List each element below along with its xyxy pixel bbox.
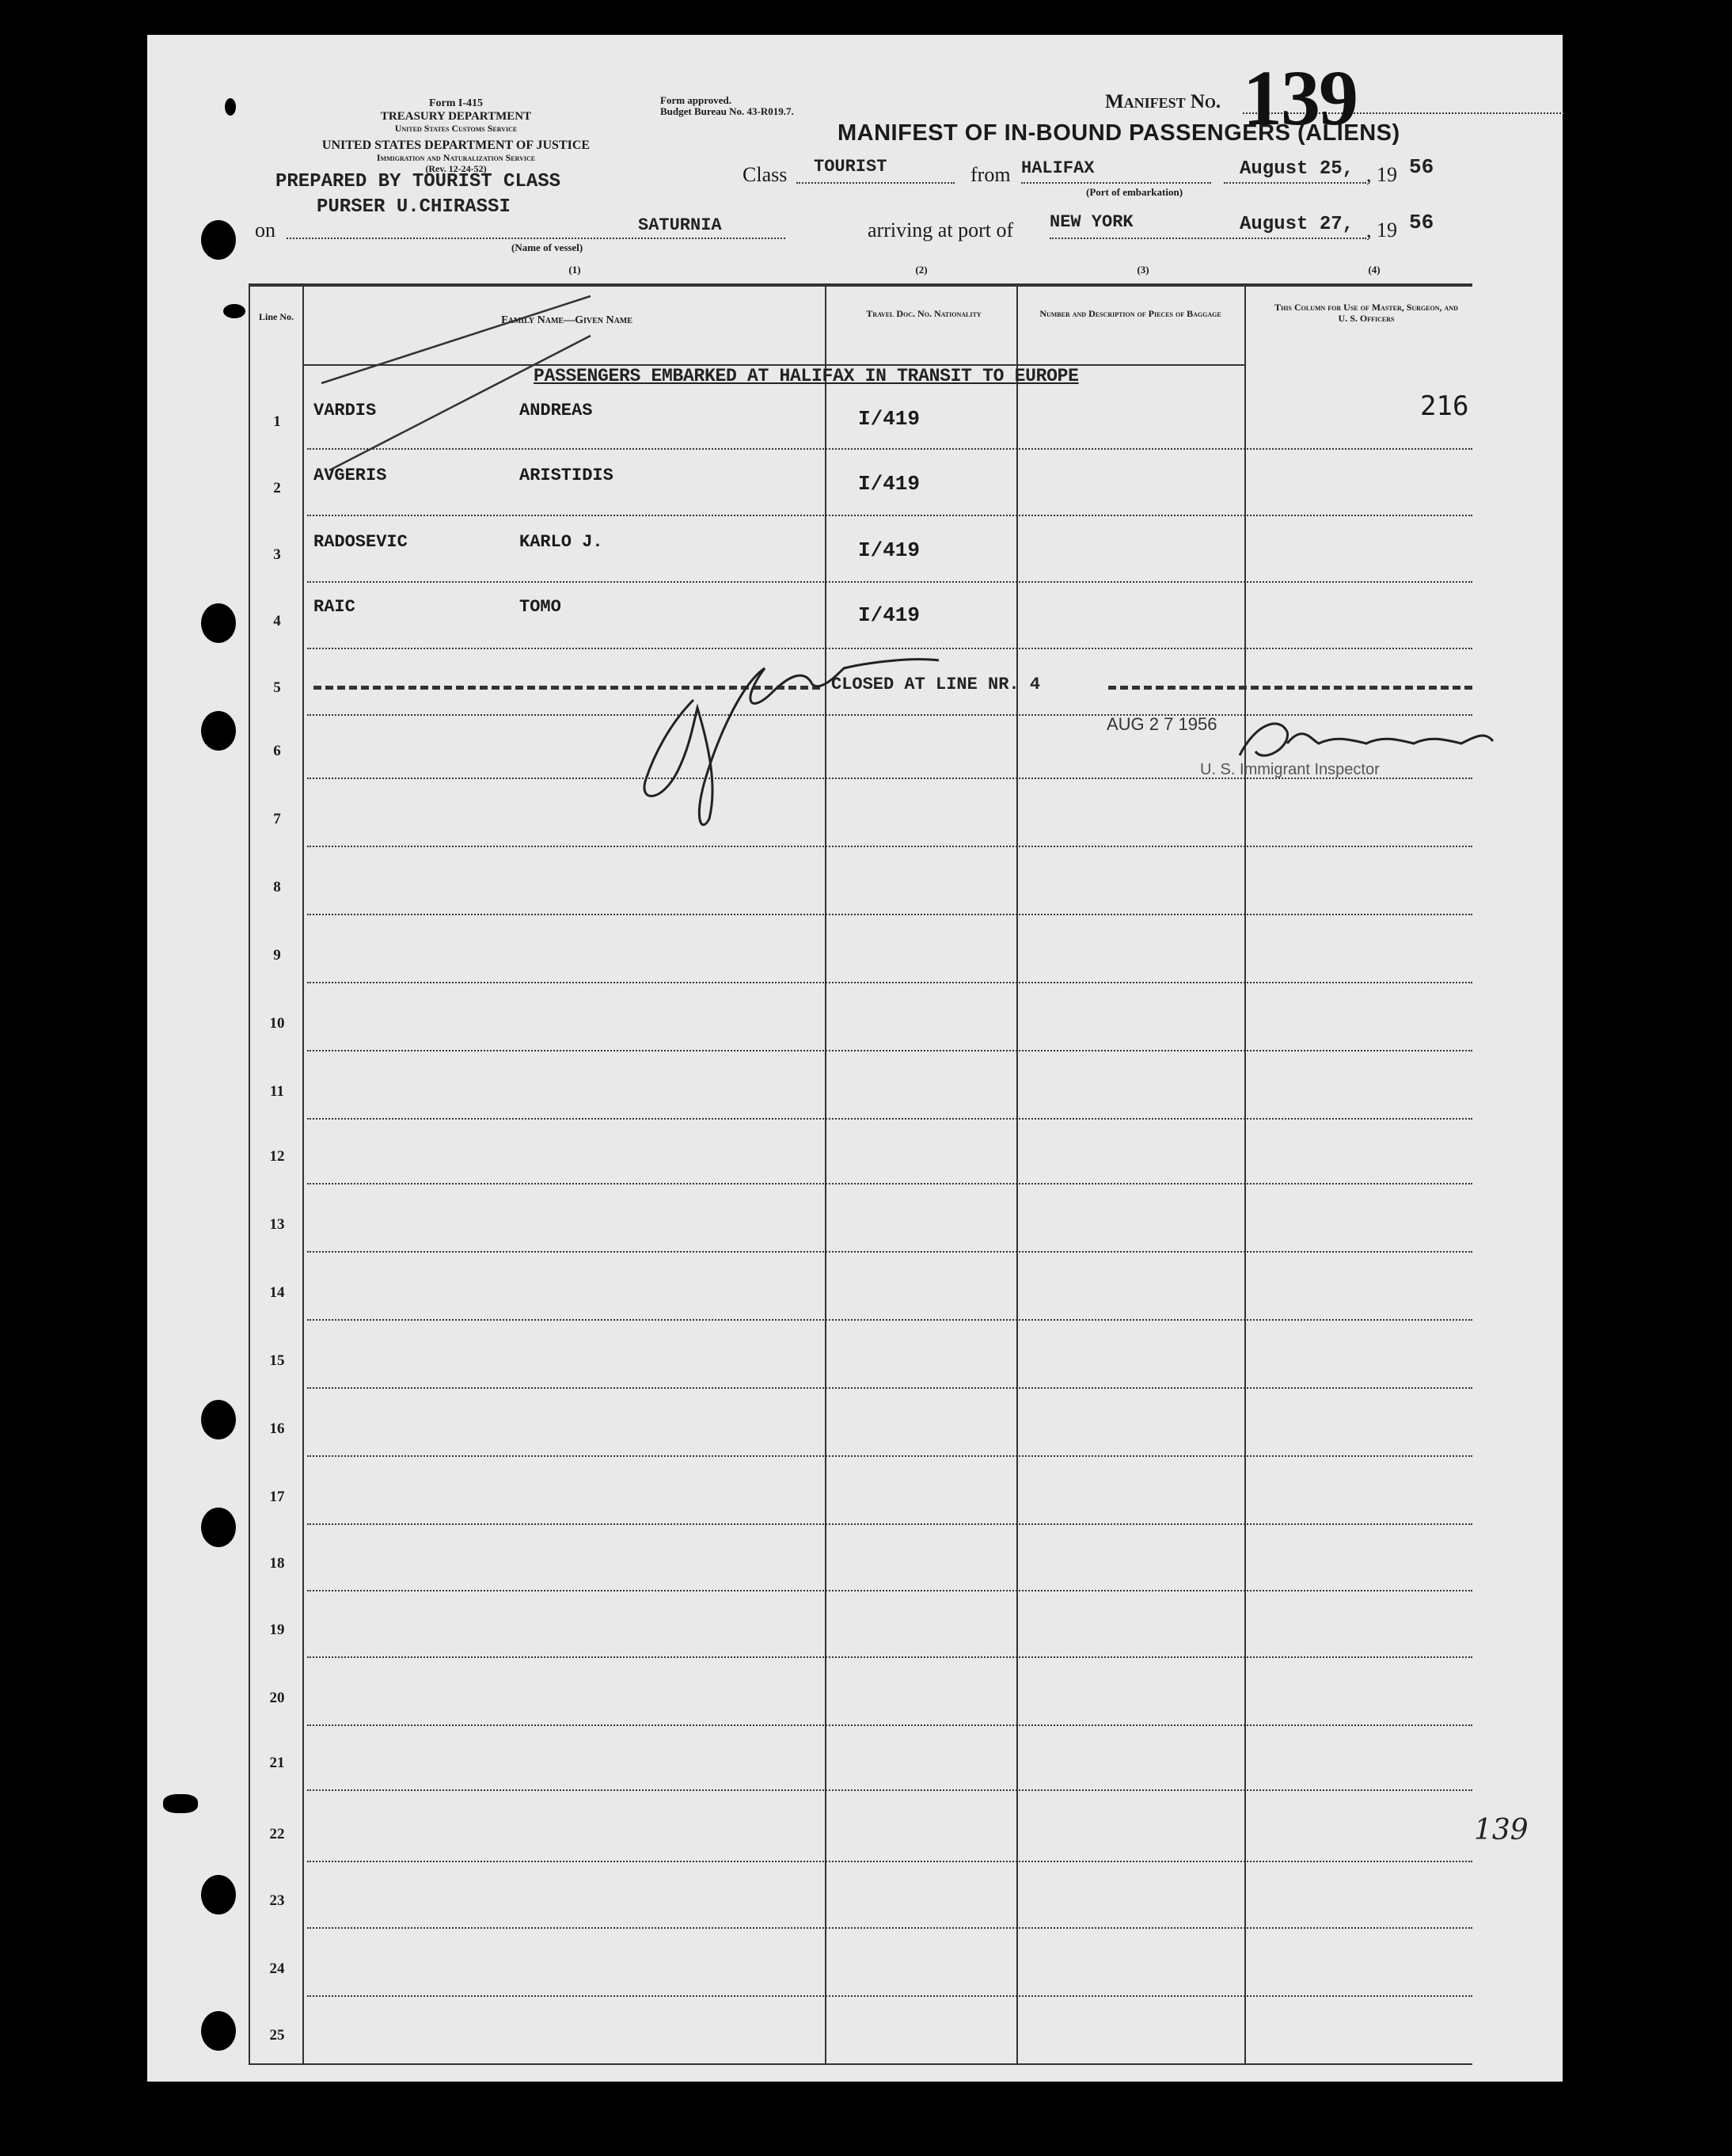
line-number: 24 <box>269 1960 285 1977</box>
line-number: 22 <box>269 1826 285 1842</box>
arriving-port: NEW YORK <box>1050 212 1134 232</box>
col-divider-name <box>825 287 826 2063</box>
row-rule <box>307 1455 1472 1457</box>
row-rule <box>307 1319 1472 1321</box>
class-line <box>796 182 955 184</box>
prepared-by-line1: PREPARED BY TOURIST CLASS <box>275 171 561 192</box>
passenger-family-name: VARDIS <box>313 401 377 420</box>
line-number: 9 <box>273 947 281 964</box>
header-officers: This Column for Use of Master, Surgeon, and U. S. Officers <box>1274 302 1458 324</box>
inspector-label: U. S. Immigrant Inspector <box>1200 761 1380 778</box>
header-line-no: Line No. <box>258 311 294 322</box>
line-number: 25 <box>269 2027 285 2044</box>
line-number: 7 <box>273 811 281 827</box>
row-rule <box>307 1724 1472 1726</box>
passenger-travel-doc: I/419 <box>858 603 921 627</box>
table-bottom-border <box>249 2063 1472 2065</box>
budget-bureau: Budget Bureau No. 43-R019.7. <box>660 105 794 117</box>
class-label: Class <box>743 163 788 186</box>
from-line <box>1021 182 1211 184</box>
header-baggage: Number and Description of Pieces of Baggage <box>1039 308 1221 319</box>
passenger-family-name: RAIC <box>313 597 355 617</box>
line-number: 12 <box>269 1148 285 1165</box>
passenger-family-name: AVGERIS <box>313 466 387 485</box>
passenger-travel-doc: I/419 <box>858 472 921 496</box>
line-number: 20 <box>269 1690 285 1706</box>
year2-value: 56 <box>1409 211 1434 234</box>
header-travel: Travel Doc. No. Nationality <box>866 308 982 319</box>
col-number-1: (1) <box>568 264 581 276</box>
punch-hole <box>201 711 236 751</box>
line-number: 18 <box>269 1555 285 1572</box>
row-rule <box>307 1523 1472 1525</box>
row-rule <box>307 1050 1472 1051</box>
year2-prefix: , 19 <box>1366 219 1397 241</box>
justice-dept: UNITED STATES DEPARTMENT OF JUSTICE <box>321 139 591 152</box>
table-left-border <box>249 283 250 2063</box>
line-number: 19 <box>269 1622 285 1638</box>
line-number: 4 <box>273 613 281 629</box>
line-number: 2 <box>273 480 281 496</box>
line-number: 13 <box>269 1216 285 1233</box>
from-date: August 25, <box>1240 158 1354 180</box>
prepared-by-line2: PURSER U.CHIRASSI <box>317 196 511 218</box>
closing-dashes-right <box>1108 686 1472 690</box>
from-label: from <box>970 163 1011 186</box>
passenger-travel-doc: I/419 <box>858 538 921 562</box>
vessel-note: (Name of vessel) <box>511 241 583 253</box>
line-number: 11 <box>270 1083 284 1100</box>
col-divider-baggage <box>1244 287 1246 2063</box>
line-number: 1 <box>273 413 281 430</box>
year1-value: 56 <box>1409 155 1434 179</box>
row-rule <box>307 1590 1472 1591</box>
col-divider-travel <box>1016 287 1018 2063</box>
officer-signature <box>559 621 970 842</box>
row-rule <box>307 1861 1472 1862</box>
margin-note: 139 <box>1474 1814 1529 1846</box>
passenger-family-name: RADOSEVIC <box>313 532 408 552</box>
passenger-given-name: ANDREAS <box>519 401 593 420</box>
col-divider-line <box>302 287 304 2063</box>
line-number: 3 <box>273 546 281 563</box>
line-number: 8 <box>273 879 281 895</box>
header-name: Family Name—Given Name <box>501 314 632 326</box>
on-label: on <box>255 219 275 241</box>
punch-hole <box>201 2011 236 2051</box>
officer-count: 216 <box>1420 390 1469 422</box>
row-rule <box>307 1251 1472 1253</box>
line-number: 23 <box>269 1892 285 1909</box>
punch-hole <box>201 1508 236 1547</box>
row-rule <box>307 1995 1472 1997</box>
ink-blot <box>223 304 245 318</box>
slash-marks <box>306 288 622 478</box>
year1-prefix: , 19 <box>1366 163 1397 186</box>
ink-blot <box>225 98 236 116</box>
arriving-label: arriving at port of <box>868 219 1014 241</box>
customs-service: United States Customs Service <box>394 123 518 134</box>
from-port: HALIFAX <box>1021 158 1095 178</box>
punch-hole <box>201 1400 236 1439</box>
vessel-line <box>287 238 785 239</box>
arriving-line <box>1050 238 1366 239</box>
row-rule <box>307 581 1472 583</box>
passenger-travel-doc: I/419 <box>858 407 921 431</box>
line-number: 17 <box>269 1489 285 1505</box>
class-value: TOURIST <box>814 157 887 177</box>
arriving-date: August 27, <box>1240 214 1354 235</box>
row-rule <box>307 1789 1472 1791</box>
row-rule <box>307 515 1472 516</box>
from-date-line <box>1224 182 1366 184</box>
punch-hole <box>201 603 236 643</box>
col-number-4: (4) <box>1368 264 1381 276</box>
manifest-page <box>147 35 1563 2082</box>
row-rule <box>307 1656 1472 1658</box>
ink-blot <box>163 1794 198 1813</box>
passenger-given-name: TOMO <box>519 597 561 617</box>
line-number: 21 <box>269 1755 285 1771</box>
col-number-3: (3) <box>1137 264 1149 276</box>
passenger-given-name: ARISTIDIS <box>519 466 613 485</box>
closed-at-line: CLOSED AT LINE NR. 4 <box>831 675 1041 694</box>
row-rule <box>307 1387 1472 1389</box>
vessel-name: SATURNIA <box>638 215 722 235</box>
revision: (Rev. 12-24-52) <box>425 163 487 174</box>
inspection-date-stamp: AUG 2 7 1956 <box>1107 714 1217 734</box>
row-rule <box>307 846 1472 847</box>
line-number: 15 <box>269 1352 285 1369</box>
row-rule <box>307 1183 1472 1184</box>
col-number-2: (2) <box>915 264 928 276</box>
manifest-no-label: Manifest No. <box>1105 91 1221 112</box>
ins-service: Immigration and Naturalization Service <box>376 152 536 163</box>
manifest-title: MANIFEST OF IN-BOUND PASSENGERS (ALIENS) <box>838 120 1400 146</box>
line-number: 16 <box>269 1420 285 1437</box>
table-top-border <box>249 283 1472 287</box>
punch-hole <box>201 220 236 260</box>
form-number: Form I-415 <box>428 97 484 109</box>
passenger-given-name: KARLO J. <box>519 532 603 552</box>
inspector-signature <box>1232 708 1596 771</box>
port-embarkation-note: (Port of embarkation) <box>1086 186 1183 198</box>
form-approved: Form approved. <box>660 94 732 106</box>
punch-hole <box>201 1875 236 1915</box>
line-number: 14 <box>269 1284 285 1301</box>
row-rule <box>307 1927 1472 1929</box>
row-rule <box>307 1118 1472 1120</box>
line-number: 10 <box>269 1015 285 1032</box>
line-number: 5 <box>273 679 281 696</box>
treasury-dept: TREASURY DEPARTMENT <box>380 110 532 123</box>
line-number: 6 <box>273 743 281 759</box>
transit-banner: PASSENGERS EMBARKED AT HALIFAX IN TRANSIT TO EUROPE <box>534 366 1079 386</box>
manifest-number: 139 <box>1243 54 1357 142</box>
row-rule <box>307 914 1472 915</box>
row-rule <box>307 982 1472 983</box>
